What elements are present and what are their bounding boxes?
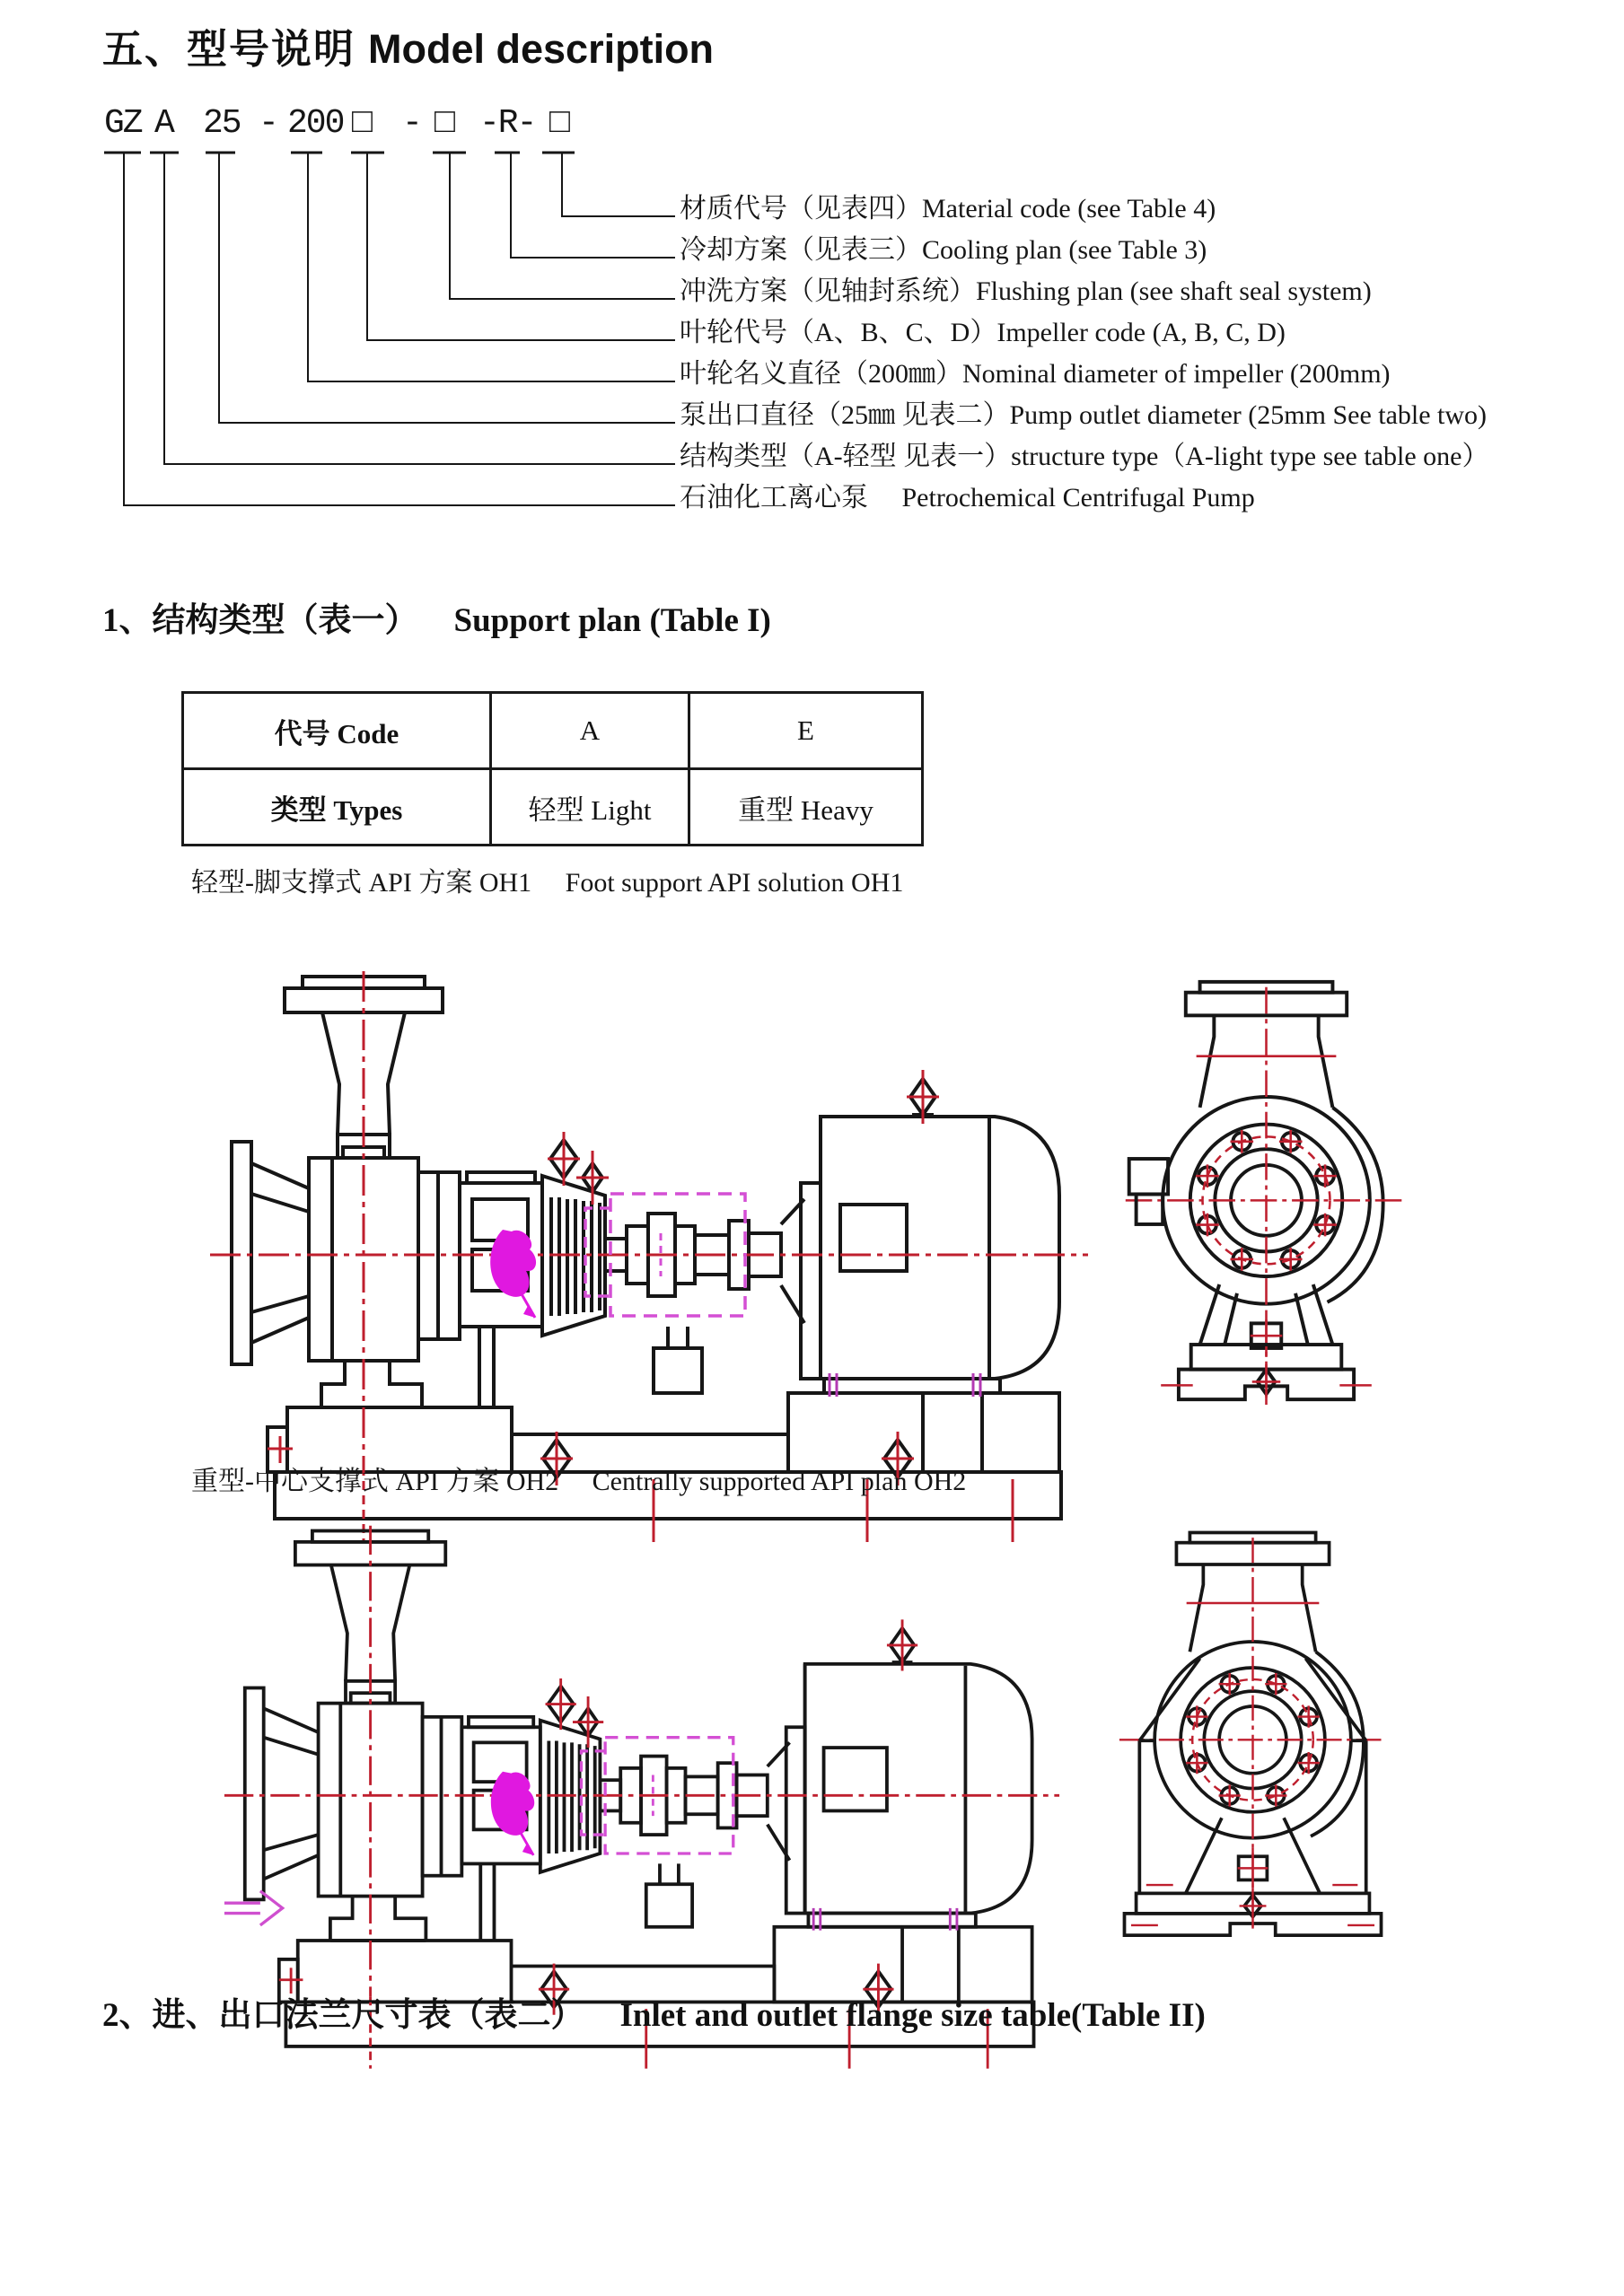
table-cell: E (689, 693, 923, 769)
model-code-token: □ (352, 104, 371, 143)
model-code-description: 冷却方案（见表三）Cooling plan (see Table 3) (680, 235, 1207, 265)
model-code-description: 结构类型（A-轻型 见表一）structure type（A-light type see table one） (680, 442, 1489, 471)
model-code-token: 25 (203, 104, 241, 143)
table-cell: 类型 Types (183, 769, 491, 846)
table-cell: A (491, 693, 689, 769)
pump-oh1-end-view-drawing (1111, 975, 1421, 1408)
model-code-description: 石油化工离心泵 Petrochemical Centrifugal Pump (680, 483, 1255, 513)
table-row (183, 769, 923, 846)
model-code-token: □ (435, 104, 453, 143)
model-code-token: - (259, 104, 277, 143)
section-1-heading-en: Support plan (Table I) (453, 602, 771, 639)
model-code-description: 叶轮代号（A、B、C、D）Impeller code (A, B, C, D) (680, 318, 1286, 347)
model-code-token: -R- (479, 104, 536, 143)
model-code-token: GZ (104, 104, 142, 143)
flow-direction-arrow (224, 1891, 283, 1925)
section-1-heading-zh: 1、结构类型（表一） (102, 602, 418, 639)
table-cell: 重型 Heavy (689, 769, 923, 846)
pump-oh2-side-view-drawing (198, 1522, 1086, 1941)
section-2-heading-zh: 2、进、出口法兰尺寸表（表二） (102, 1997, 584, 2034)
model-code-token: - (402, 104, 421, 143)
page-title-zh: 五、型号说明 (102, 27, 356, 72)
pump-oh2-end-view-drawing (1093, 1526, 1412, 1937)
model-code-token: A (154, 104, 173, 143)
page-title-en: Model description (368, 26, 715, 72)
caption-oh1: 轻型-脚支撑式 API 方案 OH1 Foot support API solution OH1 (191, 868, 904, 898)
model-code-description: 叶轮名义直径（200㎜）Nominal diameter of impeller (200mm) (680, 359, 1391, 389)
caption-oh2: 重型-中心支撑式 API 方案 OH2 Centrally supported API plan OH2 (191, 1467, 967, 1496)
model-code-description: 材质代号（见表四）Material code (see Table 4) (680, 194, 1216, 223)
model-code-token: □ (549, 104, 568, 143)
support-plan-table (181, 691, 924, 846)
model-code-description: 泵出口直径（25㎜ 见表二）Pump outlet diameter (25mm See table two) (680, 400, 1488, 430)
table-cell: 代号 Code (183, 693, 491, 769)
table-cell: 轻型 Light (491, 769, 689, 846)
section-2-heading (102, 1987, 1206, 2036)
section-2-heading-en: Inlet and outlet flange size table(Table II) (619, 1997, 1206, 2034)
pump-oh1-side-view-drawing (205, 968, 1093, 1407)
section-1-heading (102, 592, 771, 641)
model-code-token: 200 (287, 104, 344, 143)
table-row (183, 693, 923, 769)
model-code-description: 冲洗方案（见轴封系统）Flushing plan (see shaft seal system) (680, 276, 1372, 306)
model-code-leader-lines (0, 0, 718, 539)
